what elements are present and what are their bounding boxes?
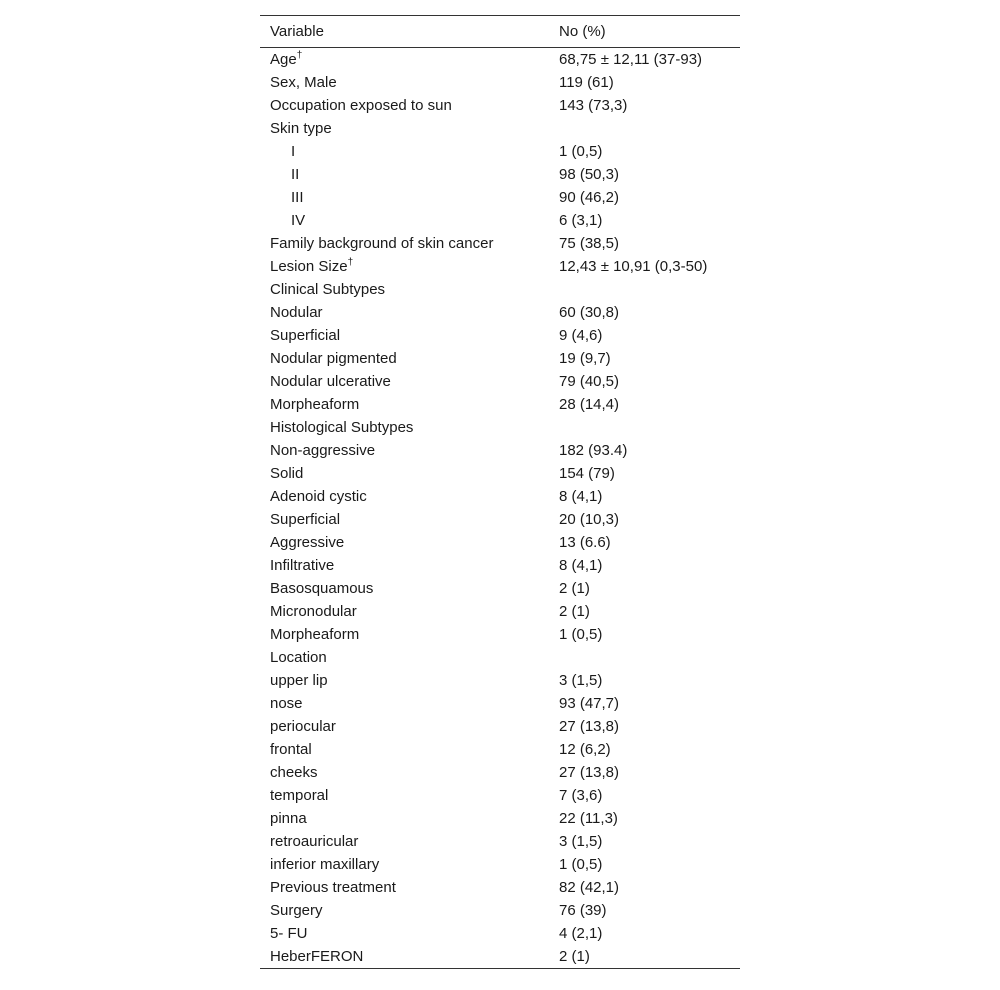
row-label: Family background of skin cancer xyxy=(270,235,494,252)
table-row xyxy=(260,485,740,508)
row-value xyxy=(559,278,740,301)
row-label: Adenoid cystic xyxy=(270,488,367,505)
row-value: 3 (1,5) xyxy=(558,833,603,850)
table-row xyxy=(260,646,740,669)
row-value: 28 (14,4) xyxy=(558,396,620,413)
row-value: 12,43 ± 10,91 (0,3-50) xyxy=(558,258,708,275)
row-label: Morpheaform xyxy=(270,626,360,643)
dagger-mark: † xyxy=(296,50,303,61)
row-value xyxy=(559,646,740,669)
table-row xyxy=(260,301,740,324)
row-value: 6 (3,1) xyxy=(558,212,603,229)
row-value: 82 (42,1) xyxy=(558,879,620,896)
table-header xyxy=(260,16,740,48)
table-row xyxy=(260,600,740,623)
row-label: Surgery xyxy=(270,902,323,919)
row-value: 1 (0,5) xyxy=(558,143,603,160)
row-label: retroauricular xyxy=(270,833,359,850)
table-row xyxy=(260,738,740,761)
header-row xyxy=(260,16,740,48)
row-value: 4 (2,1) xyxy=(558,925,603,942)
table-row xyxy=(260,577,740,600)
row-label: Nodular pigmented xyxy=(270,350,397,367)
row-label: cheeks xyxy=(270,764,318,781)
row-value: 2 (1) xyxy=(558,580,590,597)
row-value: 143 (73,3) xyxy=(558,97,628,114)
table-row xyxy=(260,71,740,94)
row-label: Nodular xyxy=(270,304,323,321)
row-value: 90 (46,2) xyxy=(558,189,620,206)
table-row xyxy=(260,48,740,72)
table-row xyxy=(260,163,740,186)
table-body xyxy=(260,48,740,969)
row-value: 60 (30,8) xyxy=(558,304,620,321)
row-value: 119 (61) xyxy=(558,74,614,91)
row-value: 1 (0,5) xyxy=(558,626,603,643)
row-value: 13 (6.6) xyxy=(558,534,611,551)
row-label: I xyxy=(291,143,296,160)
row-label: Occupation exposed to sun xyxy=(270,97,452,114)
table-row xyxy=(260,186,740,209)
row-label: Non-aggressive xyxy=(270,442,376,459)
table-row xyxy=(260,554,740,577)
row-value: 2 (1) xyxy=(558,603,590,620)
row-label: temporal xyxy=(270,787,329,804)
row-label: HeberFERON xyxy=(270,948,364,965)
row-value: 75 (38,5) xyxy=(558,235,620,252)
row-value: 27 (13,8) xyxy=(558,764,620,781)
table-row xyxy=(260,416,740,439)
row-value xyxy=(559,117,740,140)
row-value: 19 (9,7) xyxy=(558,350,611,367)
row-label: Sex, Male xyxy=(270,74,337,91)
characteristics-table-container xyxy=(260,15,740,969)
dagger-mark: † xyxy=(347,257,354,268)
table-row xyxy=(260,945,740,969)
row-value: 22 (11,3) xyxy=(558,810,618,827)
row-label: pinna xyxy=(270,810,307,827)
table-row xyxy=(260,922,740,945)
row-value: 3 (1,5) xyxy=(558,672,603,689)
row-label: 5- FU xyxy=(270,925,308,942)
table-row xyxy=(260,692,740,715)
table-row xyxy=(260,830,740,853)
table-row xyxy=(260,439,740,462)
row-value: 68,75 ± 12,11 (37-93) xyxy=(558,51,703,68)
table-row xyxy=(260,807,740,830)
table-row xyxy=(260,209,740,232)
row-label: Morpheaform xyxy=(270,396,360,413)
table-row xyxy=(260,669,740,692)
row-value: 76 (39) xyxy=(558,902,607,919)
row-value xyxy=(559,416,740,439)
row-label: frontal xyxy=(270,741,312,758)
table-row xyxy=(260,370,740,393)
row-label: Histological Subtypes xyxy=(270,419,414,436)
row-label: Age† xyxy=(270,50,303,68)
row-label: Superficial xyxy=(270,327,341,344)
table-row xyxy=(260,117,740,140)
table-row xyxy=(260,761,740,784)
characteristics-table xyxy=(260,15,740,969)
header-variable: Variable xyxy=(270,23,324,40)
table-row xyxy=(260,876,740,899)
row-value: 9 (4,6) xyxy=(558,327,603,344)
table-row xyxy=(260,508,740,531)
table-row xyxy=(260,232,740,255)
table-row xyxy=(260,462,740,485)
table-row xyxy=(260,715,740,738)
table-row xyxy=(260,531,740,554)
row-value: 27 (13,8) xyxy=(558,718,620,735)
row-value: 2 (1) xyxy=(558,948,590,965)
row-label: Skin type xyxy=(270,120,332,137)
table-row xyxy=(260,393,740,416)
table-row xyxy=(260,899,740,922)
table-row xyxy=(260,94,740,117)
row-label: Location xyxy=(270,649,327,666)
row-label: Clinical Subtypes xyxy=(270,281,386,298)
table-row xyxy=(260,255,740,278)
row-label: Nodular ulcerative xyxy=(270,373,391,390)
row-label: inferior maxillary xyxy=(270,856,380,873)
row-value: 1 (0,5) xyxy=(558,856,603,873)
row-label: III xyxy=(291,189,304,206)
table-row xyxy=(260,140,740,163)
row-label: periocular xyxy=(270,718,336,735)
row-label: IV xyxy=(291,212,306,229)
row-label: II xyxy=(291,166,300,183)
row-value: 20 (10,3) xyxy=(558,511,620,528)
row-label: upper lip xyxy=(270,672,328,689)
row-label: Aggressive xyxy=(270,534,345,551)
row-value: 182 (93.4) xyxy=(558,442,628,459)
table-row xyxy=(260,347,740,370)
row-label: Basosquamous xyxy=(270,580,374,597)
row-label: Lesion Size† xyxy=(270,257,354,275)
row-label: nose xyxy=(270,695,303,712)
table-row xyxy=(260,784,740,807)
row-label: Infiltrative xyxy=(270,557,335,574)
row-value: 12 (6,2) xyxy=(558,741,611,758)
row-value: 7 (3,6) xyxy=(558,787,603,804)
row-label: Micronodular xyxy=(270,603,357,620)
table-row xyxy=(260,278,740,301)
row-value: 8 (4,1) xyxy=(558,488,603,505)
table-row xyxy=(260,853,740,876)
table-row xyxy=(260,623,740,646)
row-label: Previous treatment xyxy=(270,879,396,896)
row-label: Solid xyxy=(270,465,304,482)
row-value: 98 (50,3) xyxy=(558,166,620,183)
row-label: Superficial xyxy=(270,511,341,528)
table-row xyxy=(260,324,740,347)
row-value: 93 (47,7) xyxy=(558,695,620,712)
row-value: 79 (40,5) xyxy=(558,373,620,390)
row-value: 154 (79) xyxy=(558,465,615,482)
header-count-percent: No (%) xyxy=(558,23,606,40)
row-value: 8 (4,1) xyxy=(558,557,603,574)
